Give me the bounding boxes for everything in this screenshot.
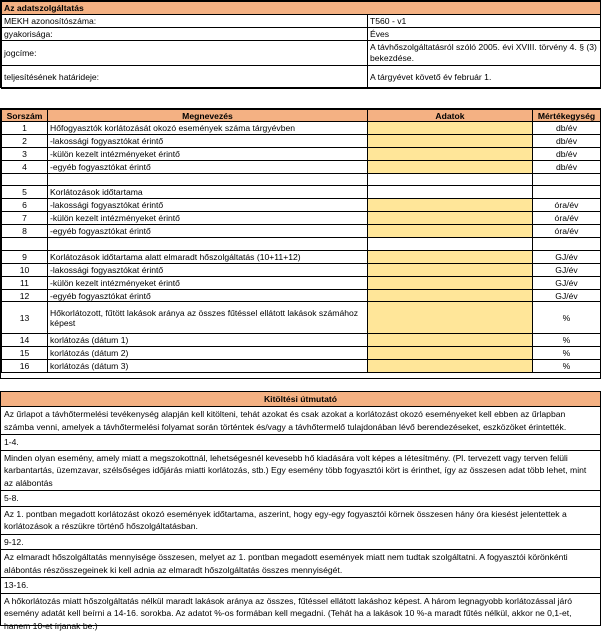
row-number: 16 bbox=[2, 360, 48, 373]
row-data-input[interactable] bbox=[368, 147, 533, 160]
table-row bbox=[2, 238, 601, 251]
row-unit: GJ/év bbox=[533, 263, 601, 276]
row-name: korlátozás (dátum 1) bbox=[48, 334, 368, 347]
row-number: 12 bbox=[2, 289, 48, 302]
row-name: Hőfogyasztók korlátozását okozó események száma tárgyévben bbox=[48, 122, 368, 135]
row-name: Korlátozások időtartama alatt elmaradt hőszolgáltatás (10+11+12) bbox=[48, 250, 368, 263]
row-data-input[interactable] bbox=[368, 212, 533, 225]
id-label: MEKH azonosítószáma: bbox=[2, 15, 368, 28]
row-name: -egyéb fogyasztókat érintő bbox=[48, 289, 368, 302]
deadline-label: teljesítésének határideje: bbox=[2, 66, 368, 89]
instruction-paragraph: 13-16. bbox=[1, 578, 600, 594]
row-data-input[interactable] bbox=[368, 334, 533, 347]
table-row bbox=[2, 186, 601, 199]
table-row bbox=[2, 250, 601, 263]
instruction-paragraph: A hőkorlátozás miatt hőszolgáltatás nélkül maradt lakások aránya az összes, fűtéssel ellátott lakáshoz képest. A három legnagyobb korlátozással járó esemény adatát kell beírni a 14-16. sorokba. Az adatot %-os formában kell megadni. (Tehát ha a lakások 10 %-a maradt fűtés nélkül, akkor ne 0,1-et, hanem 10-et írjanak be.) bbox=[1, 594, 600, 633]
legal-basis-label: jogcíme: bbox=[2, 41, 368, 66]
legal-basis-value: A távhőszolgáltatásról szóló 2005. évi XVIII. törvény 4. § (3) bekezdése. bbox=[368, 41, 601, 66]
main-data-table bbox=[0, 108, 601, 379]
instruction-paragraph: Az űrlapot a távhőtermelési tevékenység alapján kell kitölteni, tehát azokat és csak azokat a korlátozást okozó eseményeket kell ebben az űrlapban számba venni, amelyek a távhőtermelési folyamat során történtek és/vagy a távhőtermelő tulajdonában lévő berendezéseket, eszközöket érintették. bbox=[1, 407, 600, 435]
row-data-input[interactable] bbox=[368, 225, 533, 238]
row-unit: % bbox=[533, 302, 601, 334]
row-name bbox=[48, 238, 368, 251]
table-row bbox=[2, 334, 601, 347]
row-unit: db/év bbox=[533, 160, 601, 173]
table-row bbox=[2, 134, 601, 147]
row-unit: % bbox=[533, 334, 601, 347]
row-name: -külön kezelt intézményeket érintő bbox=[48, 276, 368, 289]
data-service-title: Az adatszolgáltatás bbox=[2, 2, 601, 15]
deadline-value: A tárgyévet követő év február 1. bbox=[368, 66, 601, 89]
row-number bbox=[2, 173, 48, 186]
row-number: 3 bbox=[2, 147, 48, 160]
instruction-paragraph: 9-12. bbox=[1, 535, 600, 551]
row-number: 4 bbox=[2, 160, 48, 173]
row-data-input[interactable] bbox=[368, 347, 533, 360]
row-name bbox=[48, 173, 368, 186]
row-number: 8 bbox=[2, 225, 48, 238]
row-unit: GJ/év bbox=[533, 276, 601, 289]
row-name: -lakossági fogyasztókat érintő bbox=[48, 263, 368, 276]
table-row bbox=[2, 289, 601, 302]
row-data-input[interactable] bbox=[368, 160, 533, 173]
row-number: 1 bbox=[2, 122, 48, 135]
row-unit bbox=[533, 238, 601, 251]
table-row bbox=[2, 147, 601, 160]
table-row bbox=[2, 360, 601, 373]
row-unit: GJ/év bbox=[533, 250, 601, 263]
table-row bbox=[2, 225, 601, 238]
row-name: korlátozás (dátum 3) bbox=[48, 360, 368, 373]
row-number bbox=[2, 238, 48, 251]
row-data-input[interactable] bbox=[368, 302, 533, 334]
row-name: -lakossági fogyasztókat érintő bbox=[48, 134, 368, 147]
header-data: Adatok bbox=[368, 110, 533, 122]
frequency-label: gyakorisága: bbox=[2, 28, 368, 41]
instruction-paragraph: Minden olyan esemény, amely miatt a megszokottnál, lehetségesnél kevesebb hő kiadására volt képes a létesítmény. (Pl. tervezett vagy terven felüli karbantartás, üzemzavar, szélsőséges időjárás miatti korlátozás, stb.) Egy esemény több fogyasztói kört is érinthet, így az összesen adat több lehet, mint az alábontás bbox=[1, 451, 600, 492]
row-data-input[interactable] bbox=[368, 250, 533, 263]
row-name: Korlátozások időtartama bbox=[48, 186, 368, 199]
row-name: Hőkorlátozott, fűtött lakások aránya az összes fűtéssel ellátott lakások számához képest bbox=[48, 302, 368, 334]
row-number: 15 bbox=[2, 347, 48, 360]
row-number: 2 bbox=[2, 134, 48, 147]
table-row bbox=[2, 122, 601, 135]
row-data-input bbox=[368, 238, 533, 251]
row-data-input[interactable] bbox=[368, 360, 533, 373]
table-row bbox=[2, 160, 601, 173]
table-row bbox=[2, 347, 601, 360]
row-unit: db/év bbox=[533, 147, 601, 160]
row-unit: óra/év bbox=[533, 199, 601, 212]
row-unit: db/év bbox=[533, 134, 601, 147]
header-name: Megnevezés bbox=[48, 110, 368, 122]
row-number: 14 bbox=[2, 334, 48, 347]
row-number: 5 bbox=[2, 186, 48, 199]
row-data-input[interactable] bbox=[368, 276, 533, 289]
row-name: -egyéb fogyasztókat érintő bbox=[48, 160, 368, 173]
row-data-input bbox=[368, 186, 533, 199]
row-unit: óra/év bbox=[533, 212, 601, 225]
row-number: 11 bbox=[2, 276, 48, 289]
table-row bbox=[2, 212, 601, 225]
row-name: korlátozás (dátum 2) bbox=[48, 347, 368, 360]
instructions-block bbox=[0, 391, 601, 626]
row-data-input[interactable] bbox=[368, 199, 533, 212]
row-unit bbox=[533, 173, 601, 186]
header-num: Sorszám bbox=[2, 110, 48, 122]
row-data-input[interactable] bbox=[368, 289, 533, 302]
row-name: -külön kezelt intézményeket érintő bbox=[48, 147, 368, 160]
data-service-block bbox=[0, 0, 601, 88]
row-number: 10 bbox=[2, 263, 48, 276]
row-data-input[interactable] bbox=[368, 122, 533, 135]
instruction-paragraph: Az 1. pontban megadott korlátozást okozó események időtartama, aszerint, hogy egy-egy fogyasztói körnek összesen hány óra kiesést jelentettek a korlátozások a részükre történő hőszolgáltatásban. bbox=[1, 507, 600, 535]
instruction-paragraph: Az elmaradt hőszolgáltatás mennyisége összesen, melyet az 1. pontban megadott események miatt nem tudtak szolgáltatni. A fogyasztói körönkénti alábontás részösszegeinek ki kell adnia az elmaradt hőszolgáltatás összes mennyiségét. bbox=[1, 550, 600, 578]
table-row bbox=[2, 199, 601, 212]
frequency-value: Éves bbox=[368, 28, 601, 41]
row-name: -lakossági fogyasztókat érintő bbox=[48, 199, 368, 212]
row-unit: % bbox=[533, 347, 601, 360]
row-unit: db/év bbox=[533, 122, 601, 135]
instruction-paragraph: 1-4. bbox=[1, 435, 600, 451]
table-row bbox=[2, 276, 601, 289]
row-unit bbox=[533, 186, 601, 199]
table-row bbox=[2, 173, 601, 186]
row-unit: óra/év bbox=[533, 225, 601, 238]
row-number: 6 bbox=[2, 199, 48, 212]
table-row bbox=[2, 302, 601, 334]
row-name: -egyéb fogyasztókat érintő bbox=[48, 225, 368, 238]
row-number: 7 bbox=[2, 212, 48, 225]
id-value: T560 - v1 bbox=[368, 15, 601, 28]
row-name: -külön kezelt intézményeket érintő bbox=[48, 212, 368, 225]
row-number: 13 bbox=[2, 302, 48, 334]
row-data-input[interactable] bbox=[368, 263, 533, 276]
row-number: 9 bbox=[2, 250, 48, 263]
table-row bbox=[2, 263, 601, 276]
row-unit: % bbox=[533, 360, 601, 373]
header-unit: Mértékegység bbox=[533, 110, 601, 122]
row-unit: GJ/év bbox=[533, 289, 601, 302]
row-data-input[interactable] bbox=[368, 134, 533, 147]
instructions-title: Kitöltési útmutató bbox=[1, 392, 600, 407]
instruction-paragraph: 5-8. bbox=[1, 491, 600, 507]
row-data-input bbox=[368, 173, 533, 186]
